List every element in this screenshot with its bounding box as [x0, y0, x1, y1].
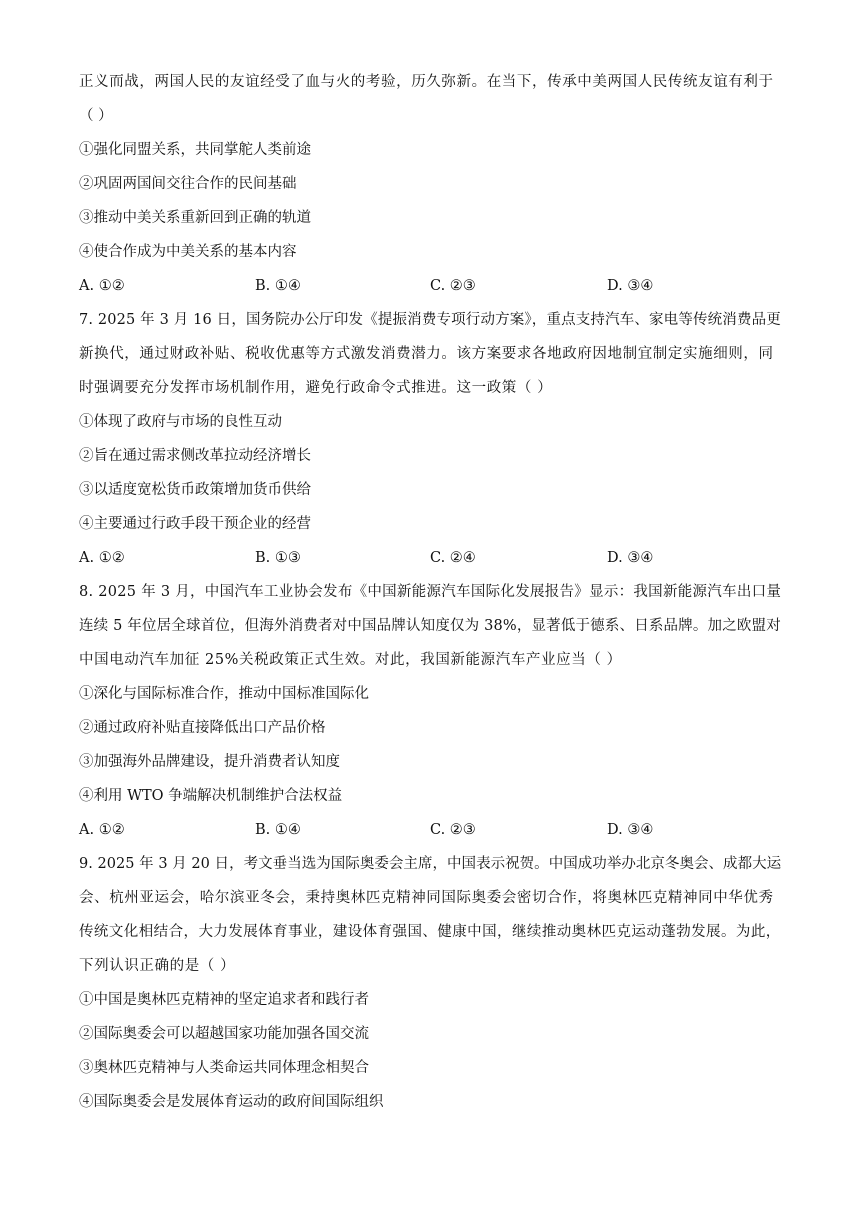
q8-stem-line: 8. 2025 年 3 月，中国汽车工业协会发布《中国新能源汽车国际化发展报告》显示：我国新能源汽车出口量: [79, 584, 782, 600]
q9-stem-line: 下列认识正确的是（ ）: [79, 958, 236, 974]
q6-option-c: C. ②③: [430, 278, 476, 294]
q8-item-3: ③加强海外品牌建设，提升消费者认知度: [79, 754, 340, 770]
q7-item-3: ③以适度宽松货币政策增加货币供给: [79, 482, 311, 498]
q7-item-1: ①体现了政府与市场的良性互动: [79, 414, 282, 430]
q6-stem-line: 正义而战，两国人民的友谊经受了血与火的考验，历久弥新。在当下，传承中美两国人民传统友谊有利于: [79, 74, 774, 90]
q8-option-b: B. ①④: [255, 822, 301, 838]
q9-item-3: ③奥林匹克精神与人类命运共同体理念相契合: [79, 1060, 369, 1076]
q7-option-a: A. ①②: [79, 550, 125, 566]
q9-item-2: ②国际奥委会可以超越国家功能加强各国交流: [79, 1026, 369, 1042]
q6-item-2: ②巩固两国间交往合作的民间基础: [79, 176, 297, 192]
q6-item-1: ①强化同盟关系，共同掌舵人类前途: [79, 142, 311, 158]
q7-option-b: B. ①③: [255, 550, 301, 566]
q9-stem-line: 传统文化相结合，大力发展体育事业，建设体育强国、健康中国，继续推动奥林匹克运动蓬勃发展。为此，: [79, 924, 781, 940]
q7-stem-line: 时强调要充分发挥市场机制作用，避免行政命令式推进。这一政策（ ）: [79, 380, 553, 396]
q9-stem-line: 9. 2025 年 3 月 20 日，考文垂当选为国际奥委会主席，中国表示祝贺。中国成功举办北京冬奥会、成都大运: [79, 856, 782, 872]
q8-stem-line: 中国电动汽车加征 25%关税政策正式生效。对此，我国新能源汽车产业应当（ ）: [79, 652, 622, 668]
q6-option-d: D. ③④: [607, 278, 654, 294]
q9-item-1: ①中国是奥林匹克精神的坚定追求者和践行者: [79, 992, 369, 1008]
q9-stem-line: 会、杭州亚运会，哈尔滨亚冬会，秉持奥林匹克精神同国际奥委会密切合作，将奥林匹克精神同中华优秀: [79, 890, 774, 906]
q6-item-3: ③推动中美关系重新回到正确的轨道: [79, 210, 311, 226]
q7-stem-line: 新换代，通过财政补贴、税收优惠等方式激发消费潜力。该方案要求各地政府因地制宜制定实施细则，同: [79, 346, 774, 362]
q6-item-4: ④使合作成为中美关系的基本内容: [79, 244, 297, 260]
q6-option-b: B. ①④: [255, 278, 301, 294]
q8-option-c: C. ②③: [430, 822, 476, 838]
q7-item-2: ②旨在通过需求侧改革拉动经济增长: [79, 448, 311, 464]
q7-option-d: D. ③④: [607, 550, 654, 566]
q7-item-4: ④主要通过行政手段干预企业的经营: [79, 516, 311, 532]
q7-option-c: C. ②④: [430, 550, 476, 566]
q6-stem-line: （ ）: [79, 108, 113, 124]
q8-item-4: ④利用 WTO 争端解决机制维护合法权益: [79, 788, 343, 804]
q8-stem-line: 连续 5 年位居全球首位，但海外消费者对中国品牌认知度仅为 38%，显著低于德系、日系品牌。加之欧盟对: [79, 618, 781, 634]
q8-item-1: ①深化与国际标准合作，推动中国标准国际化: [79, 686, 369, 702]
q9-item-4: ④国际奥委会是发展体育运动的政府间国际组织: [79, 1094, 384, 1110]
q8-option-d: D. ③④: [607, 822, 654, 838]
q8-item-2: ②通过政府补贴直接降低出口产品价格: [79, 720, 326, 736]
q6-option-a: A. ①②: [79, 278, 125, 294]
q7-stem-line: 7. 2025 年 3 月 16 日，国务院办公厅印发《提振消费专项行动方案》，重点支持汽车、家电等传统消费品更: [79, 312, 781, 328]
q8-option-a: A. ①②: [79, 822, 125, 838]
